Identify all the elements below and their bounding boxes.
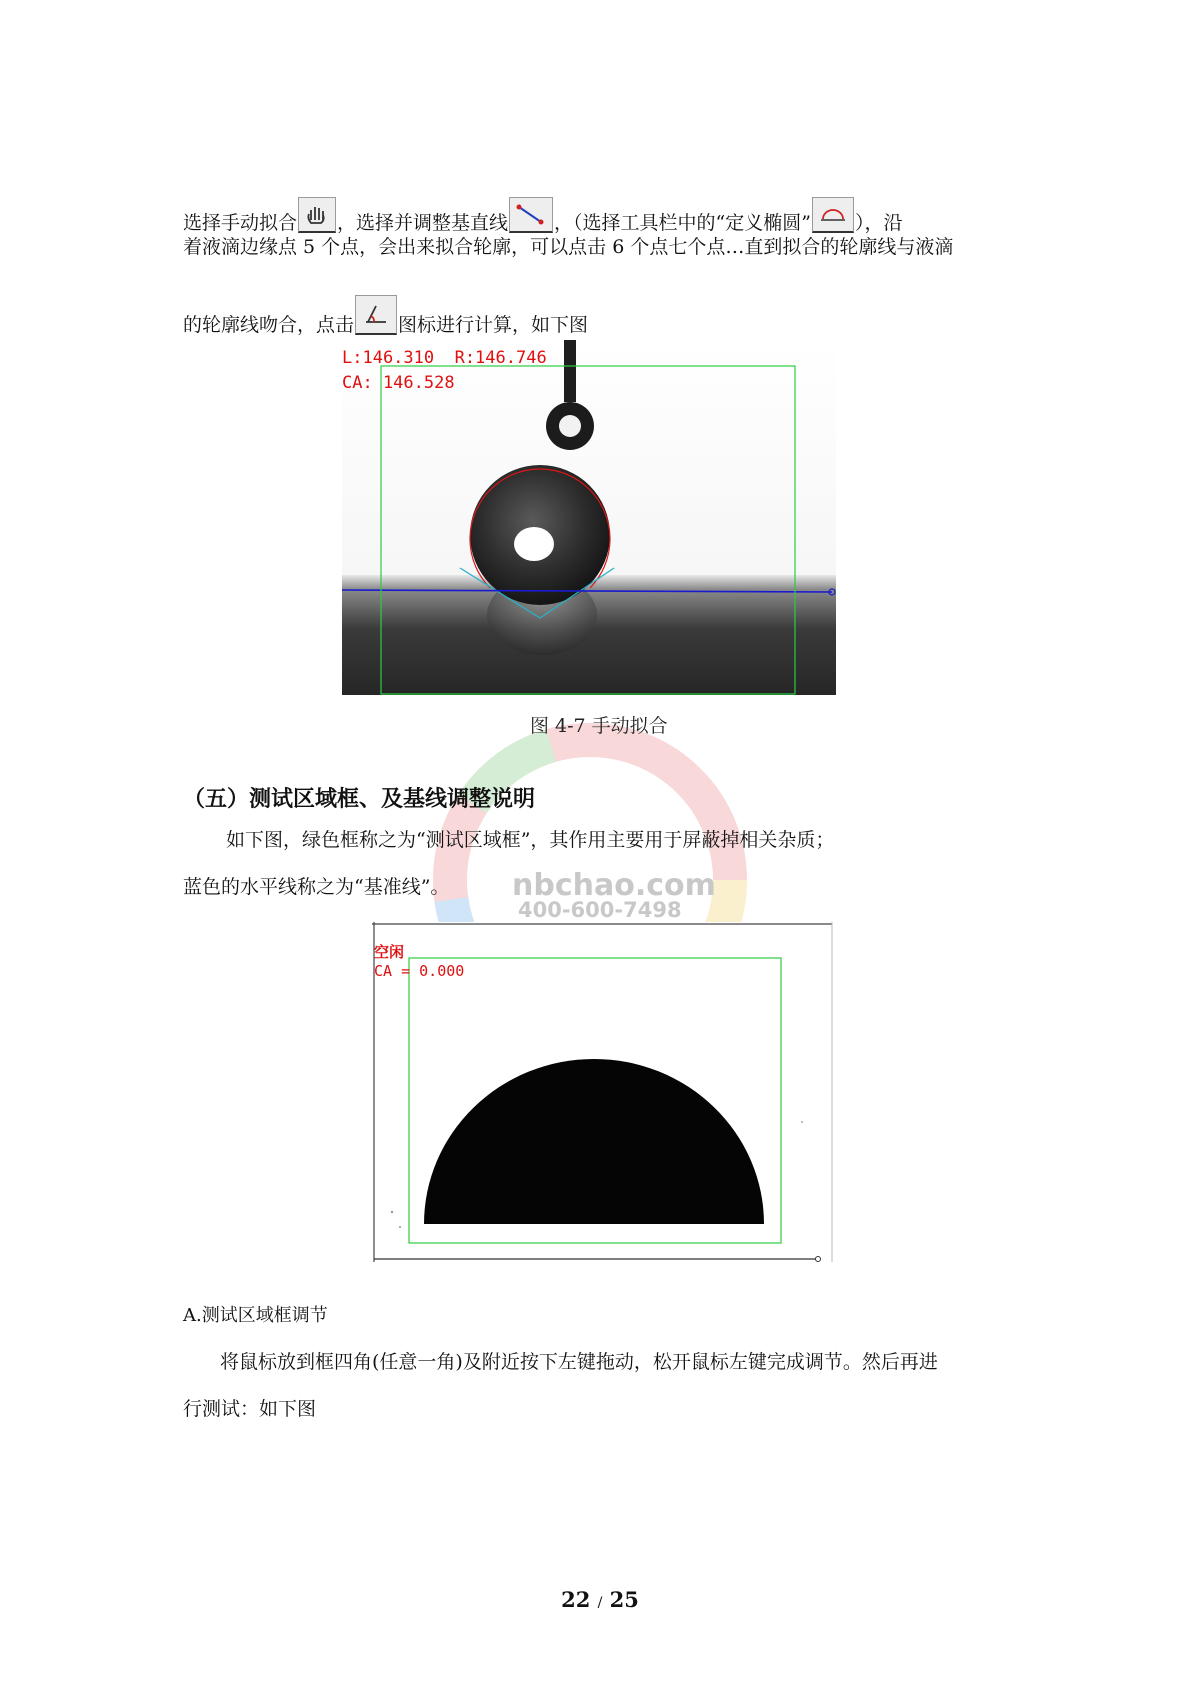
subsection-paragraph-line-1: 将鼠标放到框四角(任意一角)及附近按下左键拖动，松开鼠标左键完成调节。然后再进 bbox=[220, 1351, 938, 1373]
text-segment: 的轮廓线吻合，点击 bbox=[183, 314, 355, 336]
figure-test-region bbox=[372, 922, 836, 1274]
text-segment: ，选择并调整基直线 bbox=[337, 212, 509, 234]
figure-manual-fit bbox=[342, 340, 836, 695]
subsection-paragraph-line-2: 行测试：如下图 bbox=[183, 1398, 317, 1420]
page-total: 25 bbox=[609, 1587, 639, 1612]
page-number bbox=[0, 1587, 1200, 1612]
fit-angle-ca-label: CA: 146.528 bbox=[342, 373, 455, 393]
watermark-brand: nbchao.com bbox=[512, 868, 716, 903]
paragraph-line-2: 着液滴边缘点 5 个点，会出来拟合轮廓，可以点击 6 个点七个点…直到拟合的轮廓线与液滴 bbox=[183, 236, 954, 258]
paragraph-line-1 bbox=[183, 197, 902, 233]
text-segment: 选择手动拟合 bbox=[183, 212, 298, 234]
fit-angle-lr-label: L:146.310 R:146.746 bbox=[342, 348, 547, 368]
subsection-title: A.测试区域框调节 bbox=[183, 1305, 328, 1326]
manual-fit-icon bbox=[298, 197, 336, 233]
text-segment: 图标进行计算，如下图 bbox=[398, 314, 589, 336]
calculate-angle-icon bbox=[355, 295, 397, 335]
section-paragraph-line-1: 如下图，绿色框称之为“测试区域框”，其作用主要用于屏蔽掉相关杂质； bbox=[226, 829, 835, 851]
define-ellipse-icon bbox=[812, 197, 854, 233]
contact-angle-label: CA = 0.000 bbox=[374, 962, 465, 980]
section-paragraph-line-2: 蓝色的水平线称之为“基准线”。 bbox=[183, 876, 450, 898]
watermark-phone: 400-600-7498 bbox=[518, 898, 682, 922]
text-segment: ，（选择工具栏中的“定义椭圆” bbox=[554, 212, 811, 234]
baseline-line-icon bbox=[509, 197, 553, 233]
page-separator: / bbox=[597, 1595, 603, 1611]
paragraph-line-3 bbox=[183, 295, 588, 335]
status-label: 空闲 bbox=[374, 943, 405, 961]
text-segment: ），沿 bbox=[854, 212, 903, 234]
section-heading: （五）测试区域框、及基线调整说明 bbox=[183, 786, 536, 812]
page-current: 22 bbox=[561, 1587, 591, 1612]
figure-caption: 图 4-7 手动拟合 bbox=[530, 715, 668, 737]
droplet-fit-image bbox=[342, 340, 836, 695]
